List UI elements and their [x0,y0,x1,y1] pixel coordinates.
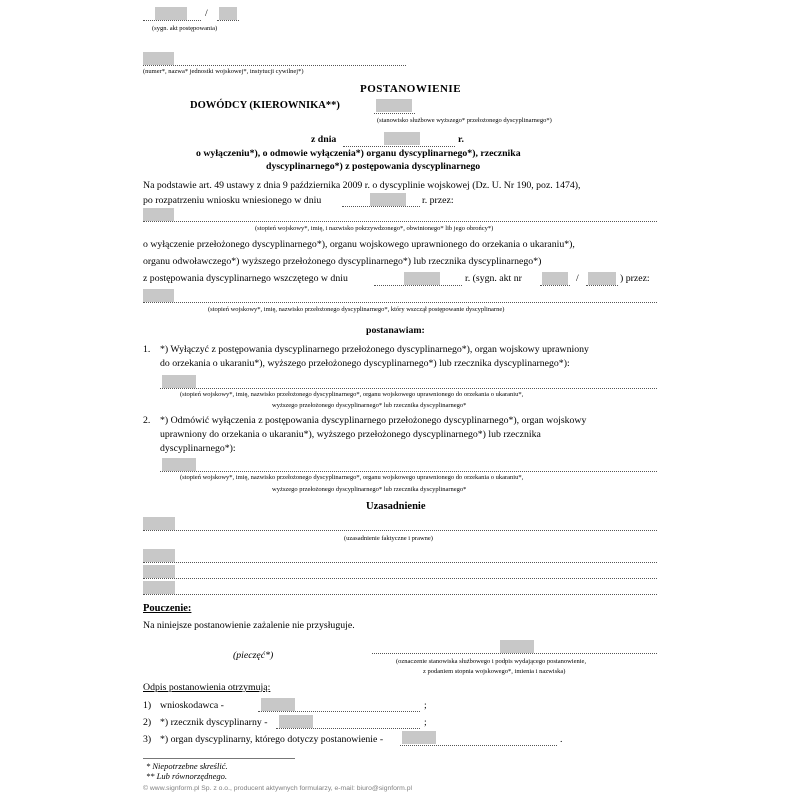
ref-number-field[interactable] [542,272,568,285]
copy-recipient-2-field[interactable] [279,715,313,728]
signature-caption-1: (oznaczenie stanowiska służbowego i podpis wydającego postanowienie, [396,658,587,665]
unit-field[interactable] [143,52,174,65]
ref-year-field[interactable] [588,272,616,285]
item1-number: 1. [143,344,151,355]
proceedings-date-line [374,285,462,286]
signature-field[interactable] [500,640,534,653]
justification-line-3 [143,578,657,579]
requester-field[interactable] [143,208,174,221]
initiator-field[interactable] [143,289,174,302]
case-number-field[interactable] [155,7,187,20]
copy-recipient-1-line [258,711,420,712]
decision-heading: postanawiam: [366,325,425,336]
copy-recipient-3-line [400,745,557,746]
legal-basis-text: Na podstawie art. 49 ustawy z dnia 9 października 2009 r. o dyscyplinie wojskowej (Dz. U. Nr 190, poz. 1474), [143,180,581,191]
copy-recipient-3-label: *) organ dyscyplinarny, którego dotyczy postanowienie - [160,734,384,745]
case-number-line [143,20,201,21]
copy-recipient-2-number: 2) [143,717,152,728]
justification-line-2 [143,562,657,563]
position-line [374,113,415,114]
item2-name-line [160,471,657,472]
item2-line-2: uprawniony do orzekania o ukaraniu*), wyższego przełożonego dyscyplinarnego*) lub rzecznika [160,429,541,440]
commander-label: DOWÓDCY (KIEROWNIKA**) [190,100,340,111]
requester-line [143,221,657,222]
form-page: / (sygn. akt postępowania) (numer*, nazwa* jednostki wojskowej*, instytucji cywilnej*) POSTANOWIENIE DOWÓDCY (KIEROWNIKA**) (stanowisko służbowe wyższego* przełożonego dyscyplinarnego*) z dnia r. o wyłączeniu*), o odmowie wyłączenia*) organu dyscyplinarnego*), rzecznika dyscyplinarnego*) z postępowania dyscyplinarnego Na podstawie art. 49 ustawy z dnia 9 października 2009 r. o dyscyplinie wojskowej (Dz. U. Nr 190, poz. 1474), po rozpatrzeniu wniosku wniesionego w dniu r. przez: (stopień wojskowy*, imię, i nazwisko pokrzywdzonego*, obwinionego* lib jego obrońcy*) o wyłączenie przełożonego dyscyplinarnego*), organu wojskowego uprawnionego do orzekania o ukaraniu*), organu odwoławczego*) wyższego przełożonego dyscyplinarnego*) lub rzecznika dyscyplinarnego*) z postępowania dyscyplinarnego wszczętego w dniu r. (sygn. akt nr / ) przez: (stopień wojskowy*, imię, nazwisko przełożonego dyscyplinarnego*, który wszczął postępowanie dyscyplinarne) postanawiam: 1. *) Wyłączyć z postępowania dyscyplinarnego przełożonego dyscyplinarnego*), organ wojskowy uprawniony do orzekania o ukaraniu*), wyższego przełożonego dyscyplinarnego*) lub rzecznika dyscyplinarnego*): (stopień wojskowy*, imię, nazwisko przełożonego dyscyplinarnego*, organu wojskowego uprawnionego do orzekania o ukaraniu*, wyższego przełożonego dyscyplinarnego* lub rzecznika dyscyplinarnego* 2. *) Odmówić wyłączenia z postępowania dyscyplinarnego przełożonego dyscyplinarnego*), organ wojskowy uprawniony do orzekania o ukaraniu*), wyższego przełożonego dyscyplinarnego*) lub rzecznika dyscyplinarnego*): (stopień wojskowy*, imię, nazwisko przełożonego dyscyplinarnego*, organu wojskowego uprawnionego do orzekania o ukaraniu*, wyższego przełożonego dyscyplinarnego* lub rzecznika dyscyplinarnego* Uzasadnienie (uzasadnienie faktyczne i prawne) Pouczenie: Na niniejsze postanowienie zażalenie nie przysługuje. (pieczęć*) (oznaczenie stanowiska służbowego i podpis wydającego postanowienie, z podaniem stopnia wojskowego*, imienia i nazwiska) Odpis postanowienia otrzymują: 1) wnioskodawca - ; 2) *) rzecznik dyscyplinarny - ; 3) *) organ dyscyplinarny, którego dotyczy postanowienie - . * Niepotrzebne skreślić. ** Lub równorzędnego. © www.signform.pl Sp. z o.o., producent aktywnych formularzy, e-mail: biuro@signform.pl [0,0,800,800]
item1-caption-2: wyższego przełożonego dyscyplinarnego* lub rzecznika dyscyplinarnego* [272,402,467,409]
copy-recipient-2-end: ; [424,717,427,728]
copies-heading: Odpis postanowienia otrzymują: [143,682,271,693]
justification-line-4 [143,594,657,595]
proceedings-date-label: z postępowania dyscyplinarnego wszczętego w dniu [143,273,348,284]
copy-recipient-3-field[interactable] [402,731,436,744]
justification-heading: Uzasadnienie [366,501,426,512]
subject-line-1: o wyłączeniu*), o odmowie wyłączenia*) organu dyscyplinarnego*), rzecznika [196,148,521,159]
proceedings-date-field[interactable] [404,272,440,285]
ref-number-line [540,285,570,286]
item1-name-line [160,388,657,389]
initiator-line [143,302,657,303]
requester-caption: (stopień wojskowy*, imię, i nazwisko pokrzywdzonego*, obwinionego* lib jego obrońcy*) [255,225,494,232]
case-year-line [217,20,239,21]
justification-field-3[interactable] [143,565,175,578]
subject-line-2: dyscyplinarnego*) z postępowania dyscyplinarnego [266,161,481,172]
item1-caption-1: (stopień wojskowy*, imię, nazwisko przełożonego dyscyplinarnego*, organu wojskowego uprawnionego do orzekania o ukaraniu*, [180,391,524,398]
copy-recipient-2-label: *) rzecznik dyscyplinarny - [160,717,268,728]
copy-recipient-1-label: wnioskodawca - [160,700,224,711]
justification-caption: (uzasadnienie faktyczne i prawne) [344,535,433,542]
item1-name-field[interactable] [162,375,196,388]
item2-caption-1: (stopień wojskowy*, imię, nazwisko przełożonego dyscyplinarnego*, organu wojskowego uprawnionego do orzekania o ukaraniu*, [180,474,524,481]
item2-line-3: dyscyplinarnego*): [160,443,236,454]
position-caption: (stanowisko służbowe wyższego* przełożonego dyscyplinarnego*) [377,117,552,124]
case-year-field[interactable] [219,7,237,20]
copy-recipient-1-number: 1) [143,700,152,711]
initiated-by-label: ) przez: [620,273,650,284]
instruction-text: Na niniejsze postanowienie zażalenie nie przysługuje. [143,620,355,631]
ref-separator: / [576,273,579,284]
copy-recipient-1-end: ; [424,700,427,711]
footnote-2: ** Lub równorzędnego. [146,771,227,781]
exclusion-request-line-1: o wyłączenie przełożonego dyscyplinarnego*), organu wojskowego uprawnionego do orzekania o ukaraniu*), [143,239,575,250]
decision-date-line [343,146,455,147]
justification-field-1[interactable] [143,517,175,530]
justification-field-4[interactable] [143,581,175,594]
item2-name-field[interactable] [162,458,196,471]
initiator-caption: (stopień wojskowy*, imię, nazwisko przełożonego dyscyplinarnego*, który wszczął postępowanie dyscyplinarne) [208,306,505,313]
item2-number: 2. [143,415,151,426]
signature-line [372,653,657,654]
date-suffix: r. [458,134,464,145]
request-by-label: r. przez: [422,195,454,206]
item2-caption-2: wyższego przełożonego dyscyplinarnego* lub rzecznika dyscyplinarnego* [272,486,467,493]
request-date-line [342,206,420,207]
footer-text: © www.signform.pl Sp. z o.o., producent aktywnych formularzy, e-mail: biuro@signform.pl [143,785,413,792]
date-prefix: z dnia [311,134,337,145]
unit-line [143,65,406,66]
signature-caption-2: z podaniem stopnia wojskowego*, imienia i nazwiska) [423,668,566,675]
exclusion-request-line-2: organu odwoławczego*) wyższego przełożonego dyscyplinarnego*) lub rzecznika dyscyplinarnego*) [143,256,542,267]
decision-date-field[interactable] [384,132,420,145]
copy-recipient-3-number: 3) [143,734,152,745]
copy-recipient-2-line [276,728,420,729]
unit-caption: (numer*, nazwa* jednostki wojskowej*, instytucji cywilnej*) [143,68,304,75]
request-date-field[interactable] [370,193,406,206]
ref-year-line [586,285,618,286]
justification-line-1 [143,530,657,531]
justification-field-2[interactable] [143,549,175,562]
case-ref-label: r. (sygn. akt nr [465,273,522,284]
stamp-label: (pieczęć*) [233,650,274,661]
position-field[interactable] [376,99,412,112]
case-number-separator: / [205,8,208,19]
footnote-separator [143,758,295,759]
item2-line-1: *) Odmówić wyłączenia z postępowania dyscyplinarnego przełożonego dyscyplinarnego*), organ wojskowy [160,415,587,426]
copy-recipient-3-end: . [560,734,563,745]
item1-line-1: *) Wyłączyć z postępowania dyscyplinarnego przełożonego dyscyplinarnego*), organ wojskowy uprawniony [160,344,589,355]
case-number-caption: (sygn. akt postępowania) [152,25,218,32]
footnote-1: * Niepotrzebne skreślić. [146,761,228,771]
copy-recipient-1-field[interactable] [261,698,295,711]
instruction-heading: Pouczenie: [143,603,192,614]
request-date-label: po rozpatrzeniu wniosku wniesionego w dniu [143,195,322,206]
item1-line-2: do orzekania o ukaraniu*), wyższego przełożonego dyscyplinarnego*) lub rzecznika dyscyplinarnego*): [160,358,570,369]
